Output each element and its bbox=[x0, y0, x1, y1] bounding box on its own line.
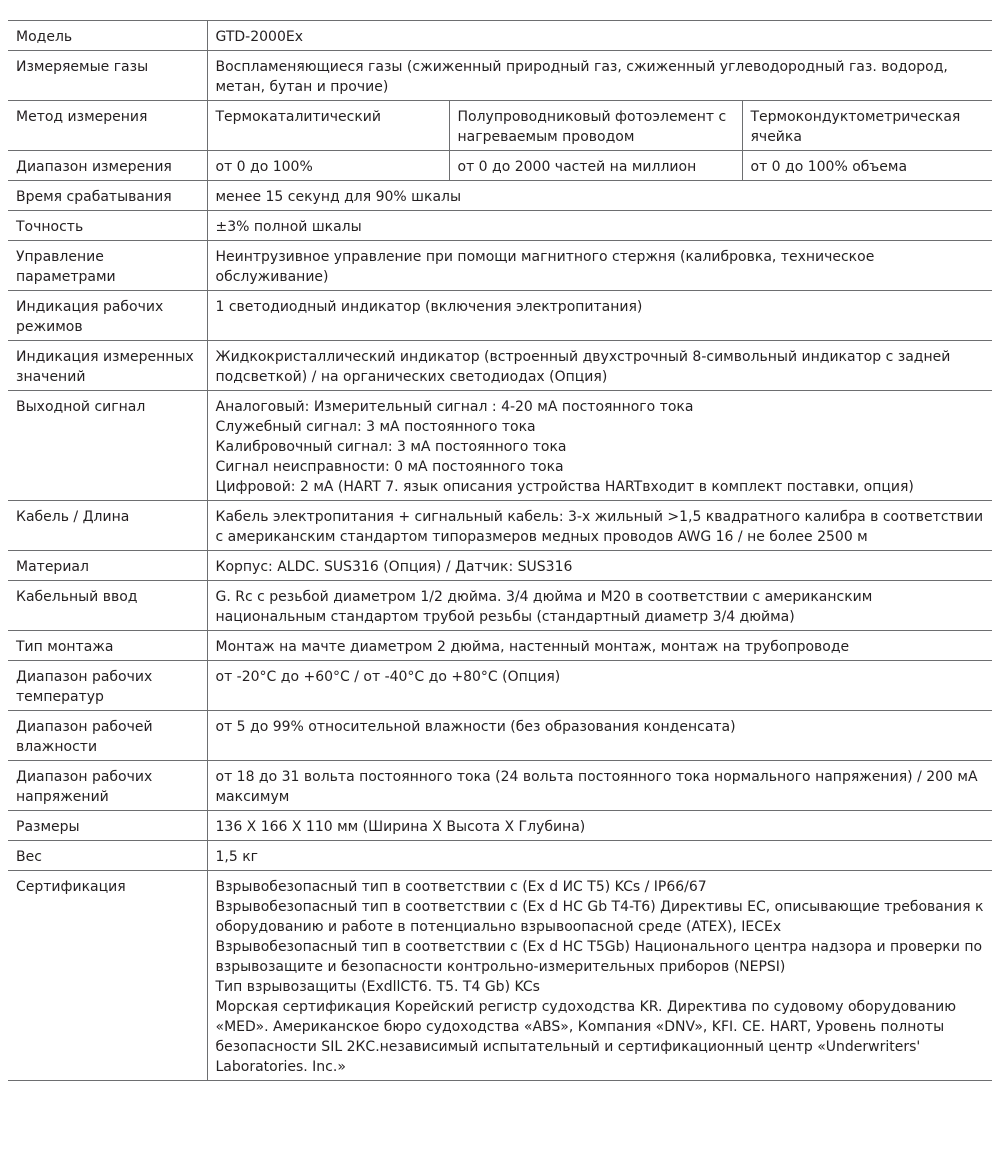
table-row bbox=[8, 761, 992, 811]
table-row bbox=[8, 871, 992, 1081]
table-row bbox=[8, 341, 992, 391]
table-row bbox=[8, 391, 992, 501]
value-line: Сигнал неисправности: 0 мА постоянного тока bbox=[215, 459, 564, 475]
row-value: Жидкокристаллический индикатор (встроенный двухстрочный 8-символьный индикатор с задней подсветкой) / на органических светодиодах (Опция) bbox=[207, 341, 992, 391]
row-value: от 18 до 31 вольта постоянного тока (24 вольта постоянного тока нормального напряжения) / 200 мА максимум bbox=[207, 761, 992, 811]
table-row bbox=[8, 581, 992, 631]
row-cell: Термокондуктометрическая ячейка bbox=[742, 101, 992, 151]
row-value: менее 15 секунд для 90% шкалы bbox=[207, 181, 992, 211]
row-value: 1,5 кг bbox=[207, 841, 992, 871]
value-line: Взрывобезопасный тип в соответствии с (Ex d ИС T5) KCs / IP66/67 bbox=[215, 879, 707, 895]
row-value: 136 X 166 X 110 мм (Ширина X Высота X Глубина) bbox=[207, 811, 992, 841]
table-row bbox=[8, 811, 992, 841]
row-label: Точность bbox=[8, 211, 207, 241]
value-line: Взрывобезопасный тип в соответствии с (Ex d HC Gb T4-T6) Директивы ЕС, описывающие требования к оборудованию и работе в потенциально взрывоопасной среде (ATEX), IECEx bbox=[215, 899, 984, 935]
table-row bbox=[8, 21, 992, 51]
value-line: Аналоговый: Измерительный сигнал : 4-20 мА постоянного тока bbox=[215, 399, 694, 415]
row-label: Диапазон измерения bbox=[8, 151, 207, 181]
value-line: Взрывобезопасный тип в соответствии с (Ex d HC T5Gb) Национального центра надзора и проверки по взрывозащите и безопасности контрольно-измерительных приборов (NEPSI) bbox=[215, 939, 983, 975]
row-cell: Термокаталитический bbox=[207, 101, 449, 151]
row-label: Размеры bbox=[8, 811, 207, 841]
row-value: GTD-2000Ex bbox=[207, 21, 992, 51]
row-value bbox=[207, 871, 992, 1081]
row-value: Монтаж на мачте диаметром 2 дюйма, настенный монтаж, монтаж на трубопроводе bbox=[207, 631, 992, 661]
row-label: Диапазон рабочей влажности bbox=[8, 711, 207, 761]
row-cell: от 0 до 100% bbox=[207, 151, 449, 181]
row-label: Диапазон рабочих температур bbox=[8, 661, 207, 711]
table-row bbox=[8, 551, 992, 581]
table-row bbox=[8, 151, 992, 181]
table-row bbox=[8, 841, 992, 871]
table-row bbox=[8, 711, 992, 761]
table-row bbox=[8, 631, 992, 661]
table-row bbox=[8, 211, 992, 241]
row-label: Управление параметрами bbox=[8, 241, 207, 291]
table-row bbox=[8, 181, 992, 211]
table-row bbox=[8, 101, 992, 151]
row-label: Сертификация bbox=[8, 871, 207, 1081]
value-line: Морская сертификация Корейский регистр судоходства KR. Директива по судовому оборудованию «MED». Американское бюро судоходства «ABS», Компания «DNV», KFI. CE. HART, Уровень полноты безопасности SIL 2КС.независимый испытательный и сертификационный центр «Underwriters' Laboratories. Inc.» bbox=[215, 999, 957, 1075]
row-value: Воспламеняющиеся газы (сжиженный природный газ, сжиженный углеводородный газ. водород, метан, бутан и прочие) bbox=[207, 51, 992, 101]
row-value: Кабель электропитания + сигнальный кабель: 3-х жильный >1,5 квадратного калибра в соответствии с американским стандартом типоразмеров медных проводов AWG 16 / не более 2500 м bbox=[207, 501, 992, 551]
row-value: от 5 до 99% относительной влажности (без образования конденсата) bbox=[207, 711, 992, 761]
table-row bbox=[8, 51, 992, 101]
specifications-table bbox=[8, 20, 992, 1081]
row-value: от -20°C до +60°C / от -40°C до +80°C (Опция) bbox=[207, 661, 992, 711]
row-value: Корпус: ALDC. SUS316 (Опция) / Датчик: SUS316 bbox=[207, 551, 992, 581]
row-label: Измеряемые газы bbox=[8, 51, 207, 101]
row-label: Индикация измеренных значений bbox=[8, 341, 207, 391]
row-cell: от 0 до 100% объема bbox=[742, 151, 992, 181]
row-label: Кабельный ввод bbox=[8, 581, 207, 631]
row-cell: от 0 до 2000 частей на миллион bbox=[449, 151, 742, 181]
row-value: Неинтрузивное управление при помощи магнитного стержня (калибровка, техническое обслуживание) bbox=[207, 241, 992, 291]
row-value bbox=[207, 391, 992, 501]
table-row bbox=[8, 501, 992, 551]
row-value: ±3% полной шкалы bbox=[207, 211, 992, 241]
row-label: Время срабатывания bbox=[8, 181, 207, 211]
row-value: 1 светодиодный индикатор (включения электропитания) bbox=[207, 291, 992, 341]
table-row bbox=[8, 661, 992, 711]
row-label: Выходной сигнал bbox=[8, 391, 207, 501]
table-row bbox=[8, 241, 992, 291]
row-label: Тип монтажа bbox=[8, 631, 207, 661]
row-label: Модель bbox=[8, 21, 207, 51]
row-label: Метод измерения bbox=[8, 101, 207, 151]
value-line: Служебный сигнал: 3 мА постоянного тока bbox=[215, 419, 536, 435]
value-line: Калибровочный сигнал: 3 мА постоянного тока bbox=[215, 439, 567, 455]
value-line: Тип взрывозащиты (ExdllCT6. T5. T4 Gb) KCs bbox=[215, 979, 540, 995]
row-label: Материал bbox=[8, 551, 207, 581]
value-line: Цифровой: 2 мА (HART 7. язык описания устройства HARTвходит в комплект поставки, опция) bbox=[215, 479, 914, 495]
row-label: Индикация рабочих режимов bbox=[8, 291, 207, 341]
row-label: Диапазон рабочих напряжений bbox=[8, 761, 207, 811]
row-value: G. Rc с резьбой диаметром 1/2 дюйма. 3/4 дюйма и M20 в соответствии с американским национальным стандартом трубой резьбы (стандартный диаметр 3/4 дюйма) bbox=[207, 581, 992, 631]
row-cell: Полупроводниковый фотоэлемент с нагреваемым проводом bbox=[449, 101, 742, 151]
row-label: Вес bbox=[8, 841, 207, 871]
table-row bbox=[8, 291, 992, 341]
row-label: Кабель / Длина bbox=[8, 501, 207, 551]
